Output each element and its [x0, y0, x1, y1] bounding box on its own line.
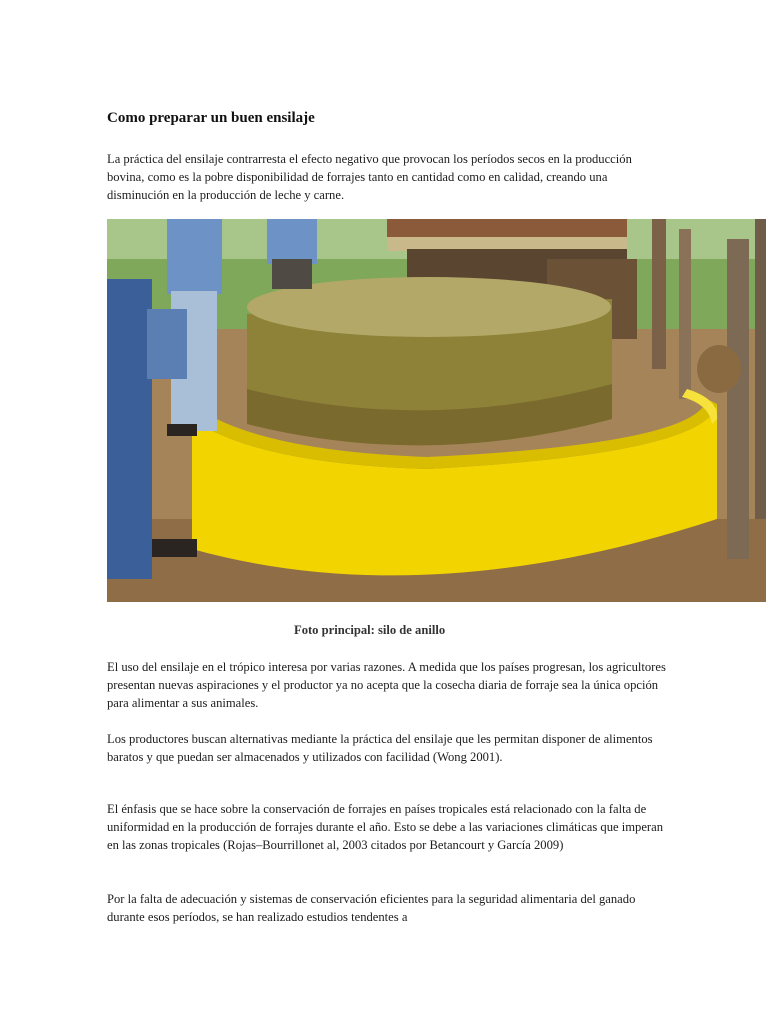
page-title: Como preparar un buen ensilaje [107, 110, 315, 126]
paragraph-2: El uso del ensilaje en el trópico interesa por varias razones. A medida que los países progresan, los agricultores presentan nuevas aspiraciones y el productor ya no acepta que la cosecha diaria de forraje sea la única opción para alimentar a sus animales. [107, 660, 666, 710]
paragraph-5: Por la falta de adecuación y sistemas de conservación eficientes para la seguridad alimentaria del ganado durante esos períodos, se han realizado estudios tendentes a [107, 892, 636, 924]
silo-photo [107, 219, 766, 602]
paragraph-3: Los productores buscan alternativas mediante la práctica del ensilaje que les permitan disponer de alimentos baratos y que puedan ser almacenados y utilizados con facilidad (Wong 2001). [107, 732, 653, 764]
paragraph-4: El énfasis que se hace sobre la conservación de forrajes en países tropicales está relacionado con la falta de uniformidad en la producción de forrajes durante el año. Esto se debe a las variaciones climáticas que imperan en las zonas tropicales (Rojas–Bourrillonet al, 2003 citados por Betancourt y García 2009) [107, 802, 664, 852]
paragraph-intro: La práctica del ensilaje contrarresta el efecto negativo que provocan los períodos secos en la producción bovina, como es la pobre disponibilidad de forrajes tanto en cantidad como en calidad, creando una disminución en la producción de leche y carne. [107, 152, 632, 202]
photo-caption: Foto principal: silo de anillo [294, 623, 446, 637]
